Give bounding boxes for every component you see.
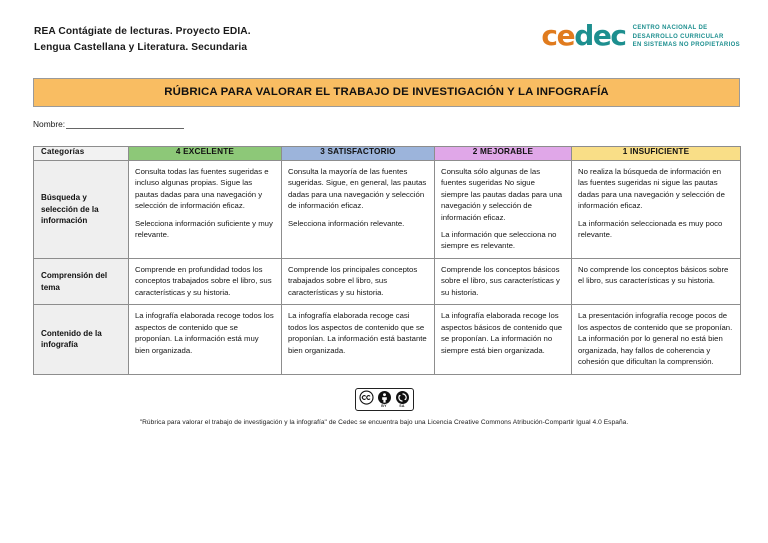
cell-paragraph: La infografía elaborada recoge todos los aspectos de contenido que se proponían. La información está muy bien organizada.	[135, 311, 274, 355]
cell-paragraph: No comprende los conceptos básicos sobre el libro, sus características y su historia.	[578, 264, 729, 286]
share-alike-icon	[395, 390, 410, 405]
row-category: Comprensión del tema	[34, 258, 129, 304]
cedec-logo-subtitle	[633, 22, 740, 50]
cell-satisfactorio	[282, 305, 435, 374]
cell-excelente	[129, 305, 282, 374]
cell-paragraph: No realiza la búsqueda de información en las fuentes sugeridas ni sigue las pautas dadas para una navegación y selección de información eficaz.	[578, 166, 725, 211]
cell-excelente	[129, 258, 282, 304]
row-category: Contenido de la infografía	[34, 305, 129, 374]
cell-paragraph: Selecciona información suficiente y muy relevante.	[135, 218, 273, 239]
cell-excelente	[129, 160, 282, 258]
header-categorias: Categorías	[34, 146, 129, 160]
cc-logo-cell	[358, 390, 375, 409]
table-header-row	[34, 146, 741, 160]
cell-paragraph: Selecciona información relevante.	[288, 218, 405, 228]
cc-sa-cell	[394, 390, 411, 409]
cell-paragraph: La información seleccionada es muy poco relevante.	[578, 218, 723, 239]
cell-mejorable	[435, 258, 572, 304]
cc-by-caption: BY	[381, 403, 387, 408]
cell-mejorable	[435, 305, 572, 374]
creative-commons-badge[interactable]	[355, 388, 414, 411]
cedec-logo-wordmark	[541, 19, 626, 53]
header-title-line1: REA Contágiate de lecturas. Proyecto EDIA.	[34, 26, 251, 37]
cell-paragraph: La infografía elaborada recoge casi todos los aspectos de contenido que se proponían. La información está bastante bien organizada.	[288, 311, 427, 355]
logo-text-dec: dec	[574, 19, 626, 53]
cell-paragraph: Comprende los principales conceptos trabajados sobre el libro, sus características y su historia.	[288, 264, 418, 297]
license-text: "Rúbrica para valorar el trabajo de investigación y la infografía" de Cedec se encuentra bajo una Licencia Creative Commons Atribución-Compartir Igual 4.0 España.	[139, 418, 629, 426]
cell-paragraph: La infografía elaborada recoge los aspectos básicos de contenido que se proponían. La información no siempre está bien organizada.	[441, 311, 563, 355]
name-field-row	[33, 119, 768, 129]
cell-paragraph: Consulta todas las fuentes sugeridas e incluso algunas propias. Sigue las pautas dadas para una navegación y selección de información eficaz.	[135, 166, 269, 211]
logo-subtitle-line2: DESARROLLO CURRICULAR	[632, 33, 724, 40]
cell-paragraph: Comprende los conceptos básicos sobre el libro, sus características y su historia.	[441, 264, 560, 297]
cedec-logo	[541, 19, 740, 53]
cell-paragraph: Consulta la mayoría de las fuentes sugeridas. Sigue, en general, las pautas dadas para una navegación y selección de información eficaz.	[288, 166, 427, 211]
row-category: Búsqueda y selección de la información	[34, 160, 129, 258]
header-mejorable: 2 MEJORABLE	[435, 146, 572, 160]
document-footer	[0, 388, 768, 426]
creative-commons-icon	[359, 390, 374, 405]
cell-mejorable	[435, 160, 572, 258]
table-row	[34, 160, 741, 258]
title-banner	[33, 78, 740, 107]
cell-paragraph: La información que selecciona no siempre es relevante.	[441, 229, 557, 251]
cc-by-cell	[376, 390, 393, 409]
cell-insuficiente	[572, 305, 741, 374]
cell-insuficiente	[572, 160, 741, 258]
page-title: RÚBRICA PARA VALORAR EL TRABAJO DE INVESTIGACIÓN Y LA INFOGRAFÍA	[164, 85, 609, 98]
logo-subtitle-line3: EN SISTEMAS NO PROPIETARIOS	[632, 42, 740, 49]
document-header	[0, 0, 768, 56]
cc-sa-caption: SA	[399, 403, 405, 408]
header-satisfactorio: 3 SATISFACTORIO	[282, 146, 435, 160]
cell-paragraph: Comprende en profundidad todos los conceptos trabajados sobre el libro, sus características y su historia.	[135, 264, 272, 297]
header-title-line2: Lengua Castellana y Literatura. Secundaria	[34, 41, 248, 53]
header-titles	[34, 24, 251, 56]
table-row	[34, 305, 741, 374]
attribution-person-icon	[377, 390, 392, 405]
logo-text-ce: ce	[541, 19, 575, 53]
name-input[interactable]	[66, 119, 184, 129]
logo-subtitle-line1: CENTRO NACIONAL DE	[632, 25, 708, 31]
cell-satisfactorio	[282, 160, 435, 258]
rubric-table	[33, 146, 741, 375]
header-excelente: 4 EXCELENTE	[129, 146, 282, 160]
cell-paragraph: Consulta sólo algunas de las fuentes sugeridas No sigue siempre las pautas dadas para una navegación y selección de información eficaz.	[441, 166, 563, 222]
table-row	[34, 258, 741, 304]
cell-paragraph: La presentación infografía recoge pocos de los aspectos de contenido que se proponían. La información por lo general no está bien organizada, hay fallos de coherencia y cohesión que dificultan la comprensión.	[578, 311, 733, 367]
name-field-label: Nombre:	[33, 118, 66, 129]
header-insuficiente: 1 INSUFICIENTE	[572, 146, 741, 160]
cell-satisfactorio	[282, 258, 435, 304]
cell-insuficiente	[572, 258, 741, 304]
